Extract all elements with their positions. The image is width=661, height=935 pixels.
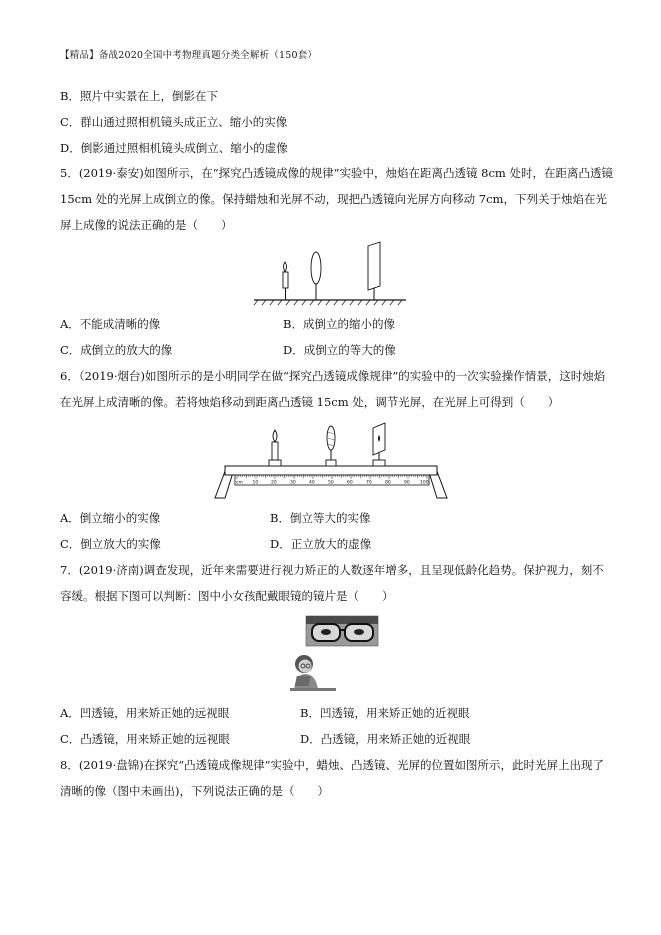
q6-option-b: B．倒立等大的实像 <box>270 511 371 525</box>
ruler-label-70: 70 <box>366 480 372 486</box>
q6-option-c: C．倒立放大的实像 <box>60 537 161 551</box>
prev-option-d: D．倒影通过照相机镜头成倒立、缩小的虚像 <box>60 141 288 155</box>
q7-option-a: A．凹透镜，用来矫正她的远视眼 <box>60 706 230 720</box>
q5-option-d: D．成倒立的等大的像 <box>283 343 396 357</box>
q5-figure-candle-lens-screen <box>250 238 410 308</box>
q6-figure-optical-bench <box>213 420 449 502</box>
ruler-label-80: 80 <box>385 480 391 486</box>
q7-stem-line-1: 7．(2019·济南)调查发现，近年来需要进行视力矫正的人数逐年增多，且呈现低龄化趋势。保护视力，刻不 <box>60 563 604 577</box>
q7-option-d: D．凸透镜，用来矫正她的近视眼 <box>300 732 471 746</box>
q5-stem-line-1: 5．(2019·泰安)如图所示，在“探究凸透镜成像的规律”实验中，烛焰在距离凸透镜 8cm 处时，在距离凸透镜 <box>60 166 613 180</box>
prev-option-b: B．照片中实景在上，倒影在下 <box>60 89 218 103</box>
q6-option-a: A．倒立缩小的实像 <box>60 511 161 525</box>
ruler-label-100: 100 <box>420 480 429 486</box>
q7-option-b: B．凹透镜，用来矫正她的近视眼 <box>300 706 470 720</box>
q8-stem-line-2: 清晰的像（图中未画出)，下列说法正确的是（ ） <box>60 784 329 798</box>
q5-option-c: C．成倒立的放大的像 <box>60 343 173 357</box>
ruler-label-40: 40 <box>309 480 315 486</box>
ruler-label-10: 10 <box>252 480 259 486</box>
q5-option-b: B．成倒立的缩小的像 <box>283 317 395 331</box>
prev-option-c: C．群山通过照相机镜头成正立、缩小的实像 <box>60 115 288 129</box>
ruler-label-30: 30 <box>290 480 296 486</box>
q5-stem-line-3: 屏上成像的说法正确的是（ ） <box>60 218 233 232</box>
q5-stem-line-2: 15cm 处的光屏上成倒立的像。保持蜡烛和光屏不动，现把凸透镜向光屏方向移动 7cm，下列关于烛焰在光 <box>60 192 607 206</box>
ruler-label-cm: cm <box>236 480 243 486</box>
q6-option-d: D．正立放大的虚像 <box>270 537 372 551</box>
q7-stem-line-2: 容缓。根据下图可以判断：图中小女孩配戴眼镜的镜片是（ ） <box>60 589 394 603</box>
ruler-label-60: 60 <box>347 480 353 486</box>
ruler-label-50: 50 <box>328 480 334 486</box>
q6-stem-line-2: 在光屏上成清晰的像。若将烛焰移动到距离凸透镜 15cm 处，调节光屏，在光屏上可得到（ ） <box>60 395 560 409</box>
ruler-label-90: 90 <box>404 480 410 486</box>
q8-stem-line-1: 8．(2019·盘锦)在探究“凸透镜成像规律”实验中，蜡烛、凸透镜、光屏的位置如图所示，此时光屏上出现了 <box>60 758 604 772</box>
ruler-label-20: 20 <box>271 480 277 486</box>
page-header: 【精品】备战2020全国中考物理真题分类全解析（150套） <box>60 50 318 61</box>
q7-figure-girl-with-glasses <box>290 614 380 692</box>
q6-stem-line-1: 6．（2019·烟台)如图所示的是小明同学在做“探究凸透镜成像规律”的实验中的一次实验操作情景，这时烛焰 <box>60 369 606 383</box>
q7-option-c: C．凸透镜，用来矫正她的远视眼 <box>60 732 230 746</box>
q5-option-a: A．不能成清晰的像 <box>60 317 161 331</box>
